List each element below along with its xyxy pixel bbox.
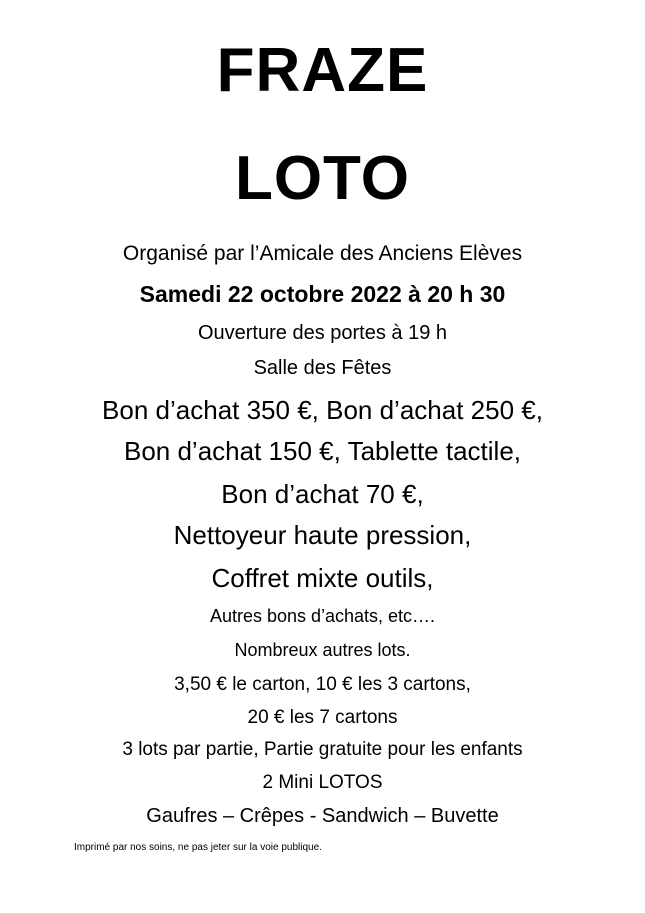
prize-line: Bon d’achat 350 €, Bon d’achat 250 €, — [102, 395, 543, 425]
other-prizes: Autres bons d’achats, etc…. — [209, 606, 436, 626]
many-lots: Nombreux autres lots. — [234, 640, 411, 660]
event-date: Samedi 22 octobre 2022 à 20 h 30 — [139, 281, 506, 307]
food-offer: Gaufres – Crêpes - Sandwich – Buvette — [146, 805, 499, 827]
print-notice: Imprimé par nos soins, ne pas jeter sur la voie publique. — [74, 842, 322, 853]
venue: Salle des Fêtes — [253, 357, 392, 379]
poster-subtitle: LOTO — [234, 144, 411, 213]
lots-per-game: 3 lots par partie, Partie gratuite pour les enfants — [122, 739, 523, 760]
prize-line: Nettoyeur haute pression, — [173, 520, 472, 550]
prize-line: Bon d’achat 150 €, Tablette tactile, — [123, 436, 522, 466]
prize-line: Bon d’achat 70 €, — [221, 479, 424, 509]
poster-title: FRAZE — [216, 36, 429, 105]
mini-lotos: 2 Mini LOTOS — [262, 772, 383, 793]
doors-opening: Ouverture des portes à 19 h — [197, 322, 448, 344]
price-line-1: 3,50 € le carton, 10 € les 3 cartons, — [174, 674, 471, 695]
organizer-line: Organisé par l’Amicale des Anciens Elèves — [122, 242, 523, 265]
prize-line: Coffret mixte outils, — [211, 563, 434, 593]
price-line-2: 20 € les 7 cartons — [247, 707, 398, 728]
